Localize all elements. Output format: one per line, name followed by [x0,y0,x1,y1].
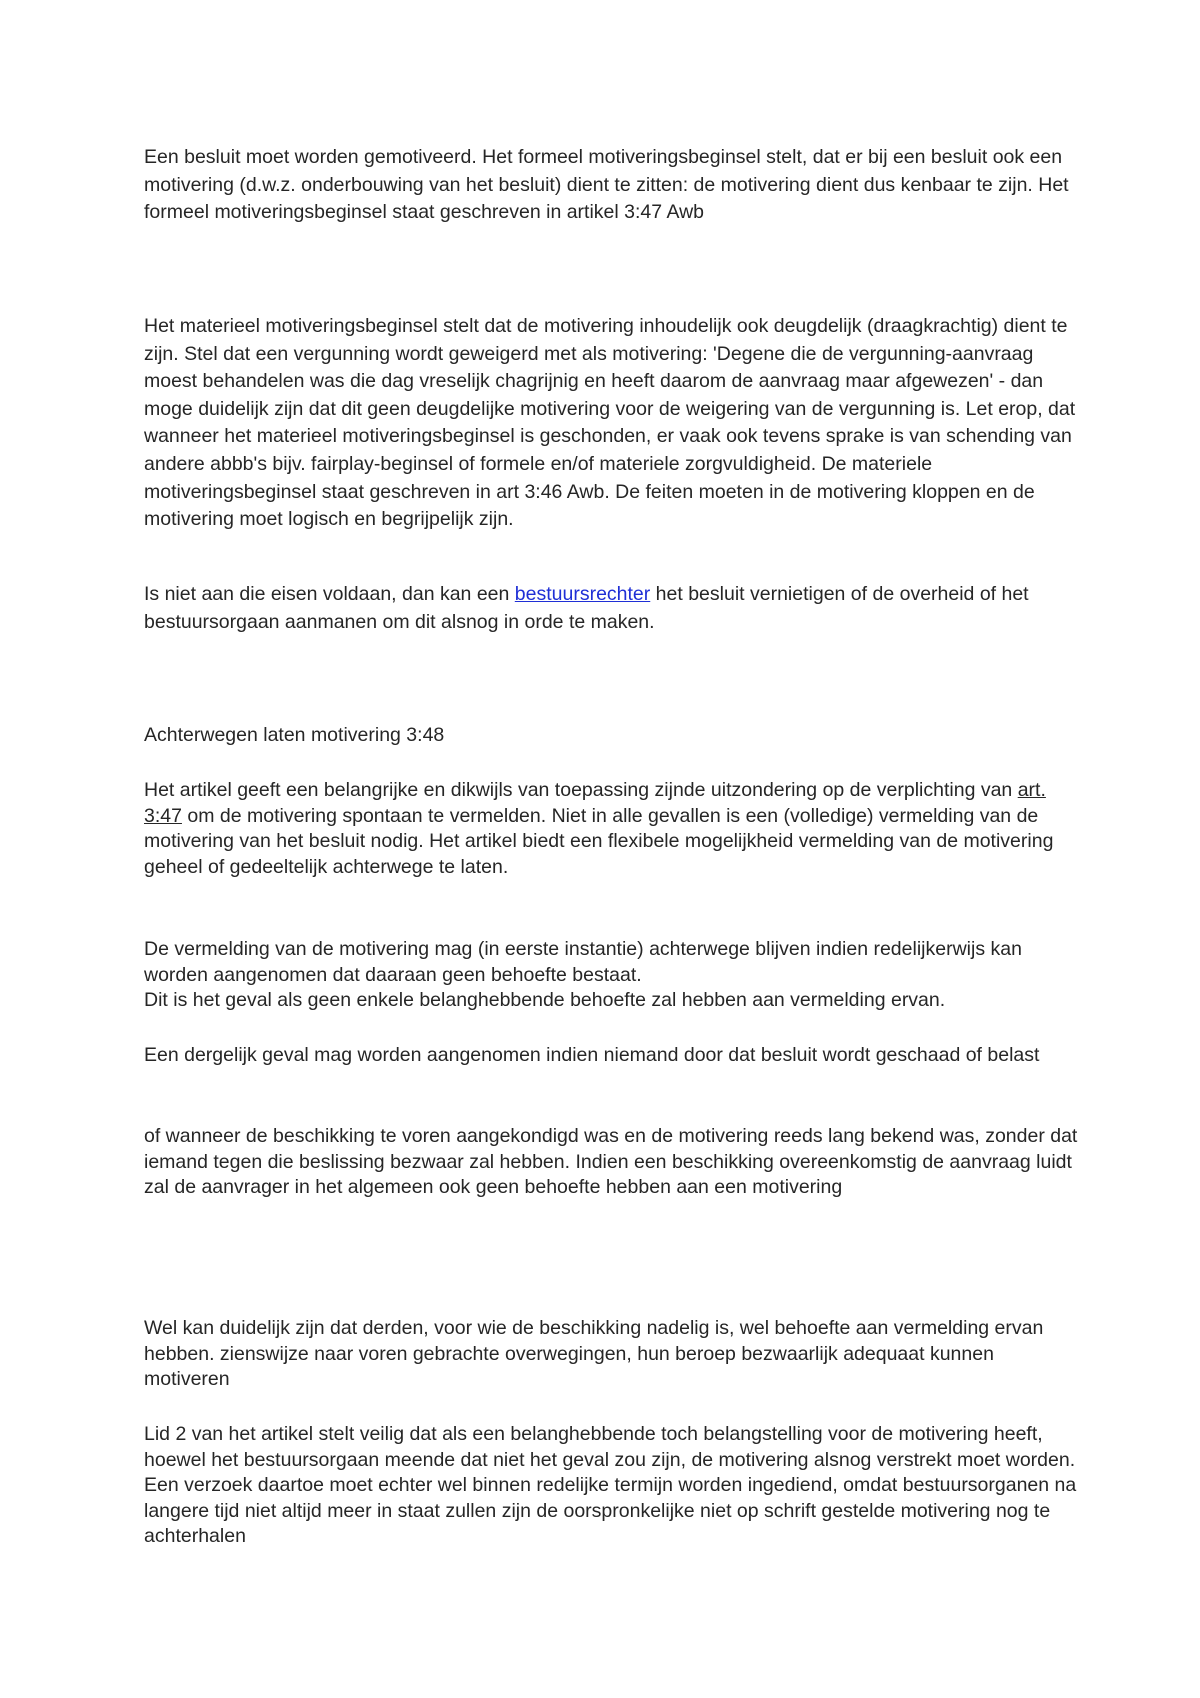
paragraph-text: Een besluit moet worden gemotiveerd. Het formeel motiveringsbeginsel stelt, dat er bij een besluit ook een motivering (d.w.z. onderbouwing van het besluit) dient te zitten: de motivering dient dus kenbaar te zijn. Het formeel motiveringsbeginsel staat geschreven in artikel 3:47 Awb [144,146,1069,224]
paragraph-bestuursrechter [144,581,1084,636]
paragraph-dergelijk-geval [144,1043,1084,1069]
paragraph-achterwege-blijven [144,937,1084,1014]
paragraph-text: Het artikel geeft een belangrijke en dikwijls van toepassing zijnde uitzondering op de verplichting van [144,779,1018,801]
paragraph-text: Dit is het geval als geen enkele belanghebbende behoefte zal hebben aan vermelding ervan. [144,989,946,1012]
paragraph-text: Lid 2 van het artikel stelt veilig dat als een belanghebbende toch belangstelling voor de motivering heeft, hoewel het bestuursorgaan meende dat niet het geval zou zijn, de motivering alsnog verstrekt moet worden. Een verzoek daartoe moet echter wel binnen redelijke termijn worden ingediend, omdat bestuursorganen na langere tijd niet altijd meer in staat zullen zijn de oorspronkelijke niet op schrift gestelde motivering nog te achterhalen [144,1423,1077,1548]
paragraph-text: De vermelding van de motivering mag (in eerste instantie) achterwege blijven indien redelijkerwijs kan worden aangenomen dat daaraan geen behoefte bestaat. [144,938,1022,986]
section-heading [144,722,1084,750]
paragraph-text: Is niet aan die eisen voldaan, dan kan een [144,583,515,605]
paragraph-text: Het materieel motiveringsbeginsel stelt dat de motivering inhoudelijk ook deugdelijk (draagkrachtig) dient te zijn. Stel dat een vergunning wordt geweigerd met als motivering: 'Degene die de vergunning-aanvraag moest behandelen was die dag vreselijk chagrijnig en heeft daarom de aanvraag maar afgewezen' - dan moge duidelijk zijn dat dit geen deugdelijke motivering voor de weigering van de vergunning is. Let erop, dat wanneer het materieel motiveringsbeginsel is geschonden, er vaak ook tevens sprake is van schending van andere abbb's bijv. fairplay-beginsel of formele en/of materiele zorgvuldigheid. De materiele motiveringsbeginsel staat geschreven in art 3:46 Awb. De feiten moeten in de motivering kloppen en de motivering moet logisch en begrijpelijk zijn. [144,315,1076,531]
art-3-47-link[interactable]: art. 3:47 [144,779,1046,827]
paragraph-text: Een dergelijk geval mag worden aangenomen indien niemand door dat besluit wordt geschaad of belast [144,1044,1040,1066]
paragraph-text: Wel kan duidelijk zijn dat derden, voor wie de beschikking nadelig is, wel behoefte aan vermelding ervan hebben. zienswijze naar voren gebrachte overwegingen, hun beroep bezwaarlijk adequaat kunnen motiveren [144,1317,1044,1391]
paragraph-text: of wanneer de beschikking te voren aangekondigd was en de motivering reeds lang bekend was, zonder dat iemand tegen die beslissing bezwaar zal hebben. Indien een beschikking overeenkomstig de aanvraag luidt zal de aanvrager in het algemeen ook geen behoefte hebben aan een motivering [144,1125,1078,1199]
bestuursrechter-link[interactable]: bestuursrechter [514,583,651,605]
heading-text: Achterwegen laten motivering 3:48 [144,724,445,746]
paragraph-text: het besluit vernietigen of de overheid of het bestuursorgaan aanmanen om dit alsnog in orde te maken. [144,583,1029,633]
paragraph-derden [144,1316,1084,1393]
paragraph-lid-2 [144,1422,1084,1550]
paragraph-materieel-motiveringsbeginsel [144,313,1084,534]
paragraph-uitzondering [144,778,1084,880]
paragraph-text: om de motivering spontaan te vermelden. Niet in alle gevallen is een (volledige) vermelding van de motivering van het besluit nodig. Het artikel biedt een flexibele mogelijkheid vermelding van de motivering geheel of gedeeltelijk achterwege te laten. [144,804,1054,878]
paragraph-formeel-motiveringsbeginsel [144,144,1084,227]
paragraph-beschikking-aangekondigd [144,1124,1084,1201]
